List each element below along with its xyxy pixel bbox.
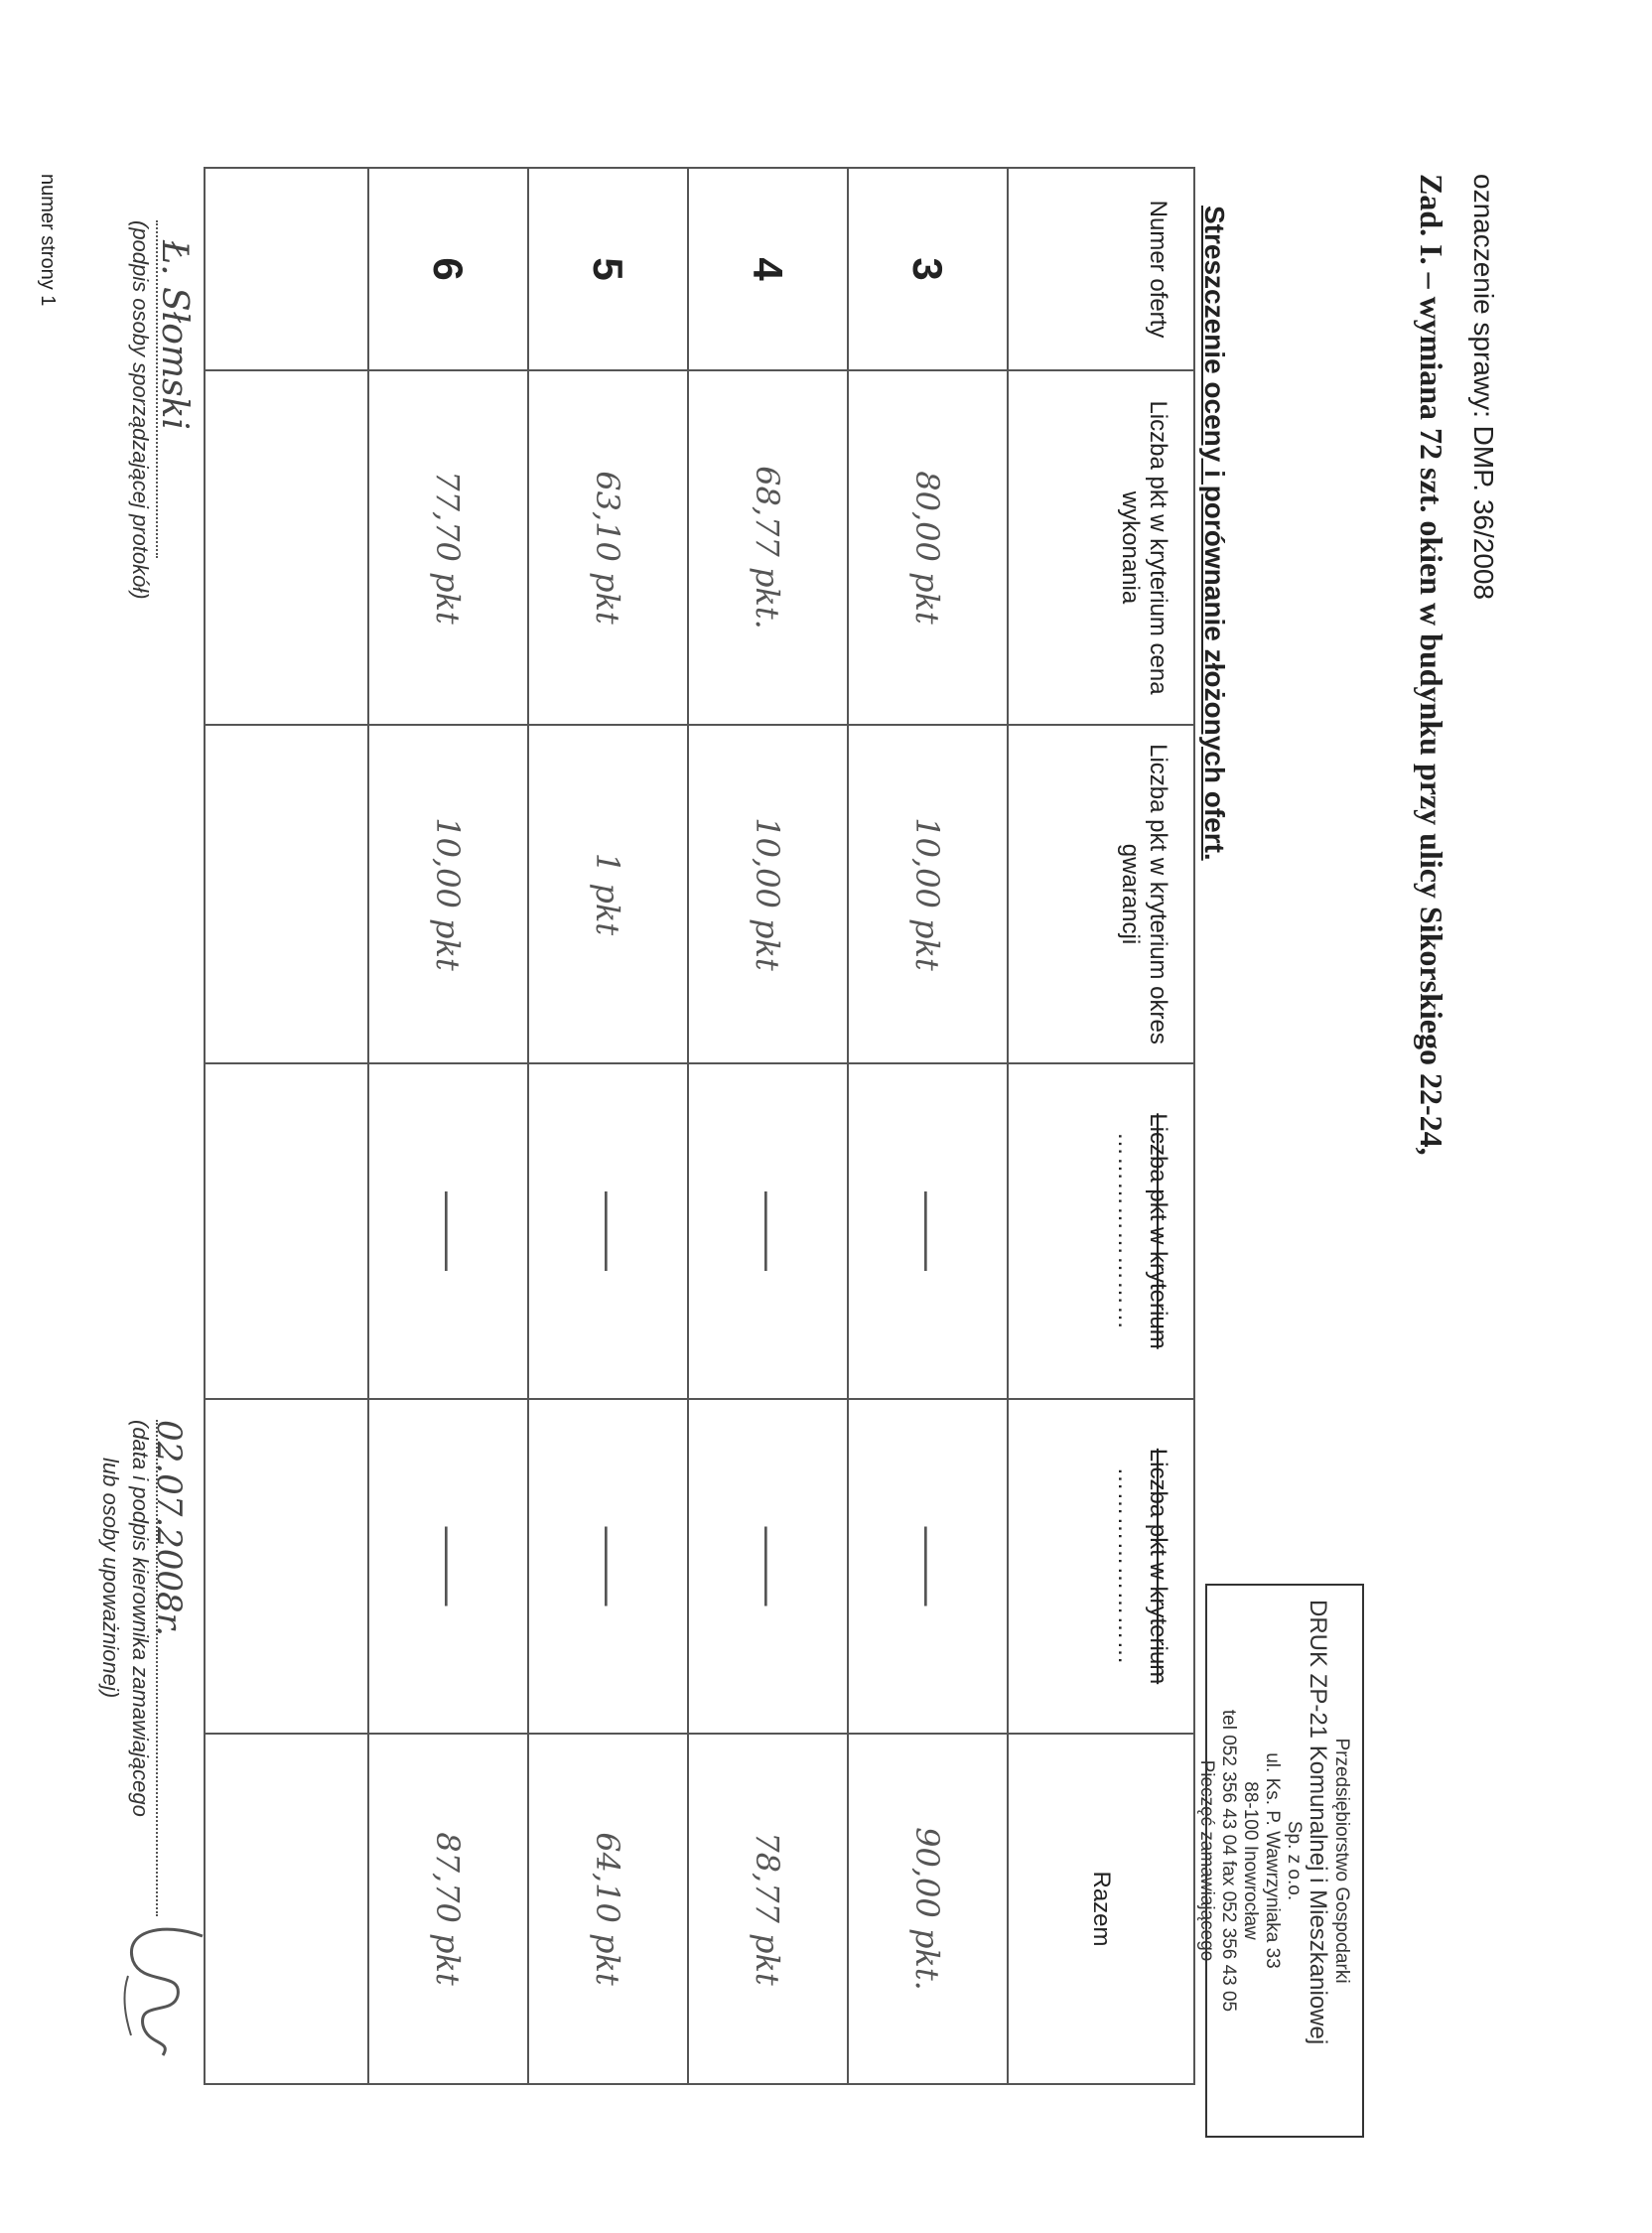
- criterion-5-points: ——: [528, 1399, 688, 1734]
- approver-caption-line-1: (data i podpis kierownika zamawiającego: [128, 1420, 153, 1817]
- criterion-5-points: ——: [368, 1399, 528, 1734]
- header-criterion-5-dots: ……………………: [1113, 1466, 1140, 1666]
- price-points: 68,77 pkt.: [688, 370, 848, 725]
- offer-number: 5: [528, 168, 688, 370]
- header-criterion-5: [1008, 1399, 1194, 1734]
- criterion-4-points: ——: [368, 1063, 528, 1399]
- price-points: 77,70 pkt: [368, 370, 528, 725]
- signature-line-right: [156, 1420, 158, 1916]
- criterion-4-points: ——: [528, 1063, 688, 1399]
- table-row: [368, 168, 528, 2084]
- subject-line: Zad. I. – wymiana 72 szt. okien w budynku przy ulicy Sikorskiego 22-24,: [1414, 174, 1449, 1156]
- offer-number: 4: [688, 168, 848, 370]
- total-points: 64,10 pkt: [528, 1734, 688, 2084]
- case-reference: oznaczenie sprawy: DMP. 36/2008: [1468, 174, 1499, 601]
- stamp-line-2: [1305, 1600, 1330, 2122]
- total-points: 78,77 pkt: [688, 1734, 848, 2084]
- criterion-5-points: ——: [688, 1399, 848, 1734]
- company-stamp: [1196, 1584, 1364, 2138]
- approval-date: 02.07.2008r.: [149, 1420, 189, 1636]
- stamp-line-1: Przedsiębiorstwo Gospodarki: [1331, 1738, 1352, 1984]
- empty-cell: [205, 1063, 368, 1399]
- table-row: [688, 168, 848, 2084]
- form-code: DRUK ZP-21: [1305, 1600, 1331, 1740]
- empty-cell: [205, 1734, 368, 2084]
- header-criterion-4: [1008, 1063, 1194, 1399]
- criterion-4-points: ——: [848, 1063, 1008, 1399]
- stamp-line-6: tel 052 356 43 04 fax 052 356 43 05: [1218, 1709, 1239, 2013]
- criterion-5-points: ——: [848, 1399, 1008, 1734]
- table-row-empty: [205, 168, 368, 2084]
- header-price-points: Liczba pkt w kryterium cena wykonania: [1008, 370, 1194, 725]
- warranty-points: 10,00 pkt: [688, 725, 848, 1063]
- stamp-line-4: ul. Ks. P. Wawrzyniaka 33: [1262, 1752, 1283, 1969]
- offer-number: 3: [848, 168, 1008, 370]
- offer-number: 6: [368, 168, 528, 370]
- warranty-points: 10,00 pkt: [848, 725, 1008, 1063]
- header-total: Razem: [1008, 1734, 1194, 2084]
- table-header-row: [1008, 168, 1194, 2084]
- header-criterion-5-label: Liczba pkt w kryterium: [1145, 1448, 1171, 1685]
- price-points: 63,10 pkt: [528, 370, 688, 725]
- empty-cell: [205, 725, 368, 1063]
- criterion-4-points: ——: [688, 1063, 848, 1399]
- table-row: [528, 168, 688, 2084]
- empty-cell: [205, 1399, 368, 1734]
- warranty-points: 10,00 pkt: [368, 725, 528, 1063]
- price-points: 80,00 pkt: [848, 370, 1008, 725]
- header-criterion-4-label: Liczba pkt w kryterium: [1145, 1113, 1171, 1349]
- page-number: numer strony 1: [37, 174, 59, 307]
- header-criterion-4-dots: ……………………: [1113, 1132, 1140, 1330]
- header-offer-number: Numer oferty: [1008, 168, 1194, 370]
- handwritten-signature: [113, 1916, 222, 2065]
- stamp-line-5: 88-100 Inowrocław: [1240, 1781, 1261, 1940]
- empty-cell: [205, 168, 368, 370]
- offers-table: [204, 167, 1195, 2085]
- stamp-caption: Pieczęć zamawiającego: [1196, 1759, 1217, 1962]
- signature-line-left: [156, 220, 158, 558]
- total-points: 87,70 pkt: [368, 1734, 528, 2084]
- total-points: 90,00 pkt.: [848, 1734, 1008, 2084]
- header-warranty-points: Liczba pkt w kryterium okres gwarancji: [1008, 725, 1194, 1063]
- stamp-company-name: Komunalnej i Mieszkaniowej: [1305, 1745, 1331, 2045]
- warranty-points: 1 pkt: [528, 725, 688, 1063]
- preparer-caption: (podpis osoby sporządzającej protokół): [128, 220, 153, 600]
- section-title: Streszczenie oceny i porównanie złożonych ofert.: [1199, 206, 1230, 861]
- stamp-line-3: Sp. z o.o.: [1284, 1820, 1305, 1901]
- preparer-signature: Ł. Słomski: [154, 240, 195, 430]
- approver-caption-line-2: lub osoby upoważnionej): [98, 1458, 123, 1699]
- table-row: [848, 168, 1008, 2084]
- empty-cell: [205, 370, 368, 725]
